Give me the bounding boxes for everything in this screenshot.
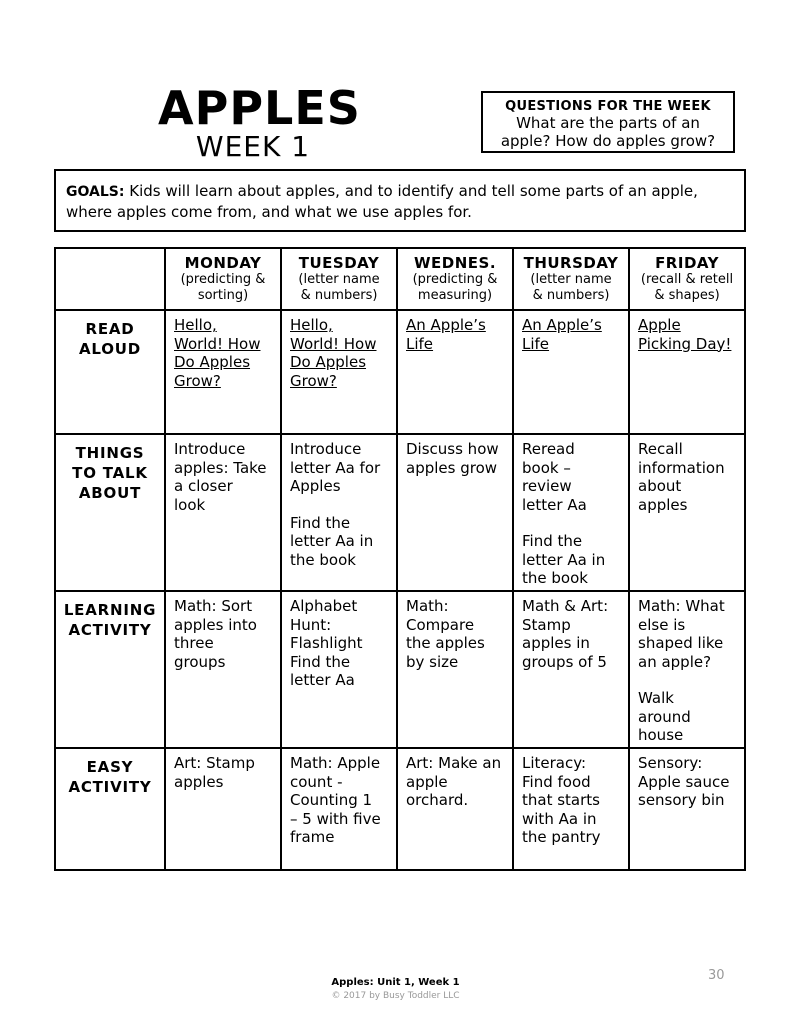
cell-line: apple	[406, 772, 448, 791]
cell-line: count -	[290, 772, 343, 791]
row-label-text: READ	[85, 320, 135, 338]
cell-line: letter Aa for	[290, 458, 381, 477]
cell-line: look	[174, 495, 206, 514]
book-link[interactable]	[406, 316, 506, 353]
cell-line: apples in	[522, 634, 590, 652]
cell-line: Art: Make an	[406, 754, 502, 772]
day-focus: (predicting &	[180, 272, 266, 287]
cell-line: Art: Stamp	[174, 754, 255, 772]
day-focus: & shapes)	[654, 288, 720, 303]
row-label-text: EASY	[86, 758, 134, 776]
goals-label: GOALS:	[66, 184, 125, 200]
row-label-read-aloud	[55, 310, 165, 434]
row-label-text: ACTIVITY	[68, 778, 152, 796]
talk-tuesday	[281, 434, 397, 591]
read-aloud-thursday[interactable]	[513, 310, 629, 434]
day-focus: measuring)	[417, 288, 493, 303]
footer-copyright: © 2017 by Busy Toddler LLC	[331, 991, 460, 1001]
easy-tuesday	[281, 748, 397, 870]
learning-tuesday	[281, 591, 397, 748]
day-header-tuesday	[281, 248, 397, 310]
cell-line: Math & Art:	[522, 597, 609, 615]
questions-box	[481, 91, 735, 153]
book-link[interactable]	[174, 316, 274, 390]
day-header-monday	[165, 248, 281, 310]
table-header-row	[55, 248, 745, 310]
cell-line: about	[638, 477, 682, 495]
book-link[interactable]	[290, 316, 390, 390]
day-focus: sorting)	[197, 288, 249, 303]
cell-line: Math: Apple	[290, 754, 381, 772]
cell-line: Walk	[638, 689, 674, 707]
questions-line-1: What are the parts of an	[516, 114, 700, 132]
book-title-line[interactable]: World! How	[290, 334, 377, 353]
talk-thursday	[513, 434, 629, 591]
cell-line: Counting 1	[290, 791, 373, 809]
cell-line: shaped like	[638, 634, 724, 652]
book-title-line[interactable]: Grow?	[174, 371, 221, 390]
book-title-line[interactable]: Apple	[638, 316, 681, 334]
cell-line: the pantry	[522, 828, 601, 846]
cell-line: groups	[174, 652, 226, 671]
row-label-text: ALOUD	[78, 340, 141, 358]
book-title-line[interactable]: Picking Day!	[638, 334, 732, 353]
talk-friday	[629, 434, 745, 591]
day-name: THURSDAY	[523, 254, 619, 272]
goals-line-1	[66, 181, 734, 202]
spacer	[522, 514, 622, 532]
cell-line: apples: Take	[174, 458, 267, 477]
easy-wednesday	[397, 748, 513, 870]
weekly-schedule-table	[54, 247, 746, 871]
cell-line: book –	[522, 458, 571, 477]
book-title-line[interactable]: World! How	[174, 334, 261, 353]
cell-line: Literacy:	[522, 754, 587, 772]
table-row-read-aloud	[55, 310, 745, 434]
cell-line: Alphabet	[290, 597, 358, 615]
book-title-line[interactable]: Hello,	[290, 316, 333, 334]
book-title-line[interactable]: An Apple’s	[522, 316, 602, 334]
cell-line: letter Aa in	[290, 532, 374, 550]
book-title-line[interactable]: Life	[406, 334, 434, 353]
cell-line: else is	[638, 615, 686, 634]
day-focus: (letter name	[298, 272, 380, 287]
cell-line: Find the	[290, 652, 351, 671]
row-label-text: TO TALK	[72, 464, 148, 482]
cell-line: house	[638, 726, 684, 744]
table-row-learning-activity	[55, 591, 745, 748]
cell-line: Flashlight	[290, 634, 363, 652]
cell-line: orchard.	[406, 791, 469, 809]
cell-line: Stamp	[522, 615, 571, 634]
read-aloud-monday[interactable]	[165, 310, 281, 434]
questions-line-2: apple? How do apples grow?	[500, 132, 716, 150]
day-name: MONDAY	[184, 254, 262, 272]
cell-line: Find food	[522, 772, 591, 791]
read-aloud-friday[interactable]	[629, 310, 745, 434]
cell-line: review	[522, 477, 572, 495]
row-label-easy-activity	[55, 748, 165, 870]
cell-line: the book	[522, 569, 588, 587]
day-focus: (predicting &	[412, 272, 498, 287]
cell-line: with Aa in	[522, 809, 597, 828]
cell-line: letter Aa in	[522, 550, 606, 569]
day-header-wednesday	[397, 248, 513, 310]
cell-line: apples	[638, 495, 688, 514]
goals-text-1: Kids will learn about apples, and to identify and tell some parts of an apple,	[129, 182, 698, 200]
cell-line: information	[638, 458, 725, 477]
row-label-text: THINGS	[75, 444, 145, 462]
day-name: FRIDAY	[655, 254, 719, 272]
talk-wednesday	[397, 434, 513, 591]
title-block	[158, 81, 361, 163]
cell-line: apples	[174, 772, 224, 791]
read-aloud-tuesday[interactable]	[281, 310, 397, 434]
talk-monday	[165, 434, 281, 591]
row-label-text: ACTIVITY	[68, 621, 152, 639]
goals-text-2: where apples come from, and what we use apples for.	[66, 203, 472, 221]
cell-line: Recall	[638, 440, 683, 458]
cell-line: letter Aa	[290, 671, 355, 689]
page-title: APPLES	[158, 81, 361, 135]
cell-line: apples grow	[406, 458, 498, 477]
book-title-line[interactable]: Do Apples	[290, 353, 367, 371]
table-row-things-to-talk-about	[55, 434, 745, 591]
corner-cell	[55, 248, 165, 310]
cell-line: the book	[290, 550, 356, 569]
cell-line: three	[174, 634, 214, 652]
page-subtitle: WEEK 1	[195, 130, 311, 163]
cell-line: sensory bin	[638, 791, 725, 809]
cell-line: apples into	[174, 615, 257, 634]
cell-line: Find the	[290, 513, 351, 532]
cell-line: Apples	[290, 477, 341, 495]
cell-line: Sensory:	[638, 754, 703, 772]
spacer	[290, 496, 390, 514]
day-focus: (recall & retell	[640, 272, 734, 287]
day-focus: & numbers)	[300, 288, 378, 303]
cell-line: the apples	[406, 634, 485, 652]
learning-monday	[165, 591, 281, 748]
book-title-line[interactable]: Grow?	[290, 371, 337, 390]
cell-line: Math: What	[638, 597, 725, 615]
cell-line: that starts	[522, 791, 600, 809]
row-label-learning-activity	[55, 591, 165, 748]
page-number: 30	[708, 968, 725, 983]
book-link[interactable]	[638, 316, 738, 353]
cell-line: Find the	[522, 532, 583, 550]
easy-thursday	[513, 748, 629, 870]
cell-line: Introduce	[174, 440, 246, 458]
goals-box	[54, 169, 746, 232]
row-label-text: LEARNING	[63, 601, 157, 619]
day-focus: (letter name	[530, 272, 612, 287]
row-label-things-to-talk-about	[55, 434, 165, 591]
questions-heading: QUESTIONS FOR THE WEEK	[505, 99, 711, 114]
book-title-line[interactable]: Life	[522, 334, 550, 353]
cell-line: Math:	[406, 597, 449, 615]
book-title-line[interactable]: Do Apples	[174, 353, 251, 371]
footer-title: Apples: Unit 1, Week 1	[331, 977, 460, 988]
cell-line: letter Aa	[522, 495, 587, 514]
learning-thursday	[513, 591, 629, 748]
cell-line: Math: Sort	[174, 597, 253, 615]
book-title-line[interactable]: An Apple’s	[406, 316, 486, 334]
spacer	[638, 671, 738, 689]
cell-line: around	[638, 707, 691, 726]
day-header-thursday	[513, 248, 629, 310]
cell-line: Introduce	[290, 440, 362, 458]
day-header-friday	[629, 248, 745, 310]
cell-line: Discuss how	[406, 440, 499, 458]
book-link[interactable]	[522, 316, 622, 353]
cell-line: by size	[406, 652, 459, 671]
cell-line: Reread	[522, 440, 575, 458]
cell-line: – 5 with five	[290, 809, 381, 828]
cell-line: Compare	[406, 615, 475, 634]
book-title-line[interactable]: Hello,	[174, 316, 217, 334]
cell-line: Apple sauce	[638, 772, 730, 791]
easy-friday	[629, 748, 745, 870]
read-aloud-wednesday[interactable]	[397, 310, 513, 434]
day-focus: & numbers)	[532, 288, 610, 303]
cell-line: a closer	[174, 477, 233, 495]
learning-friday	[629, 591, 745, 748]
day-name: TUESDAY	[298, 254, 380, 272]
cell-line: Hunt:	[290, 615, 332, 634]
learning-wednesday	[397, 591, 513, 748]
table-row-easy-activity	[55, 748, 745, 870]
easy-monday	[165, 748, 281, 870]
cell-line: groups of 5	[522, 652, 607, 671]
day-name: WEDNES.	[413, 254, 497, 272]
cell-line: frame	[290, 828, 335, 846]
cell-line: an apple?	[638, 652, 712, 671]
row-label-text: ABOUT	[78, 484, 142, 502]
